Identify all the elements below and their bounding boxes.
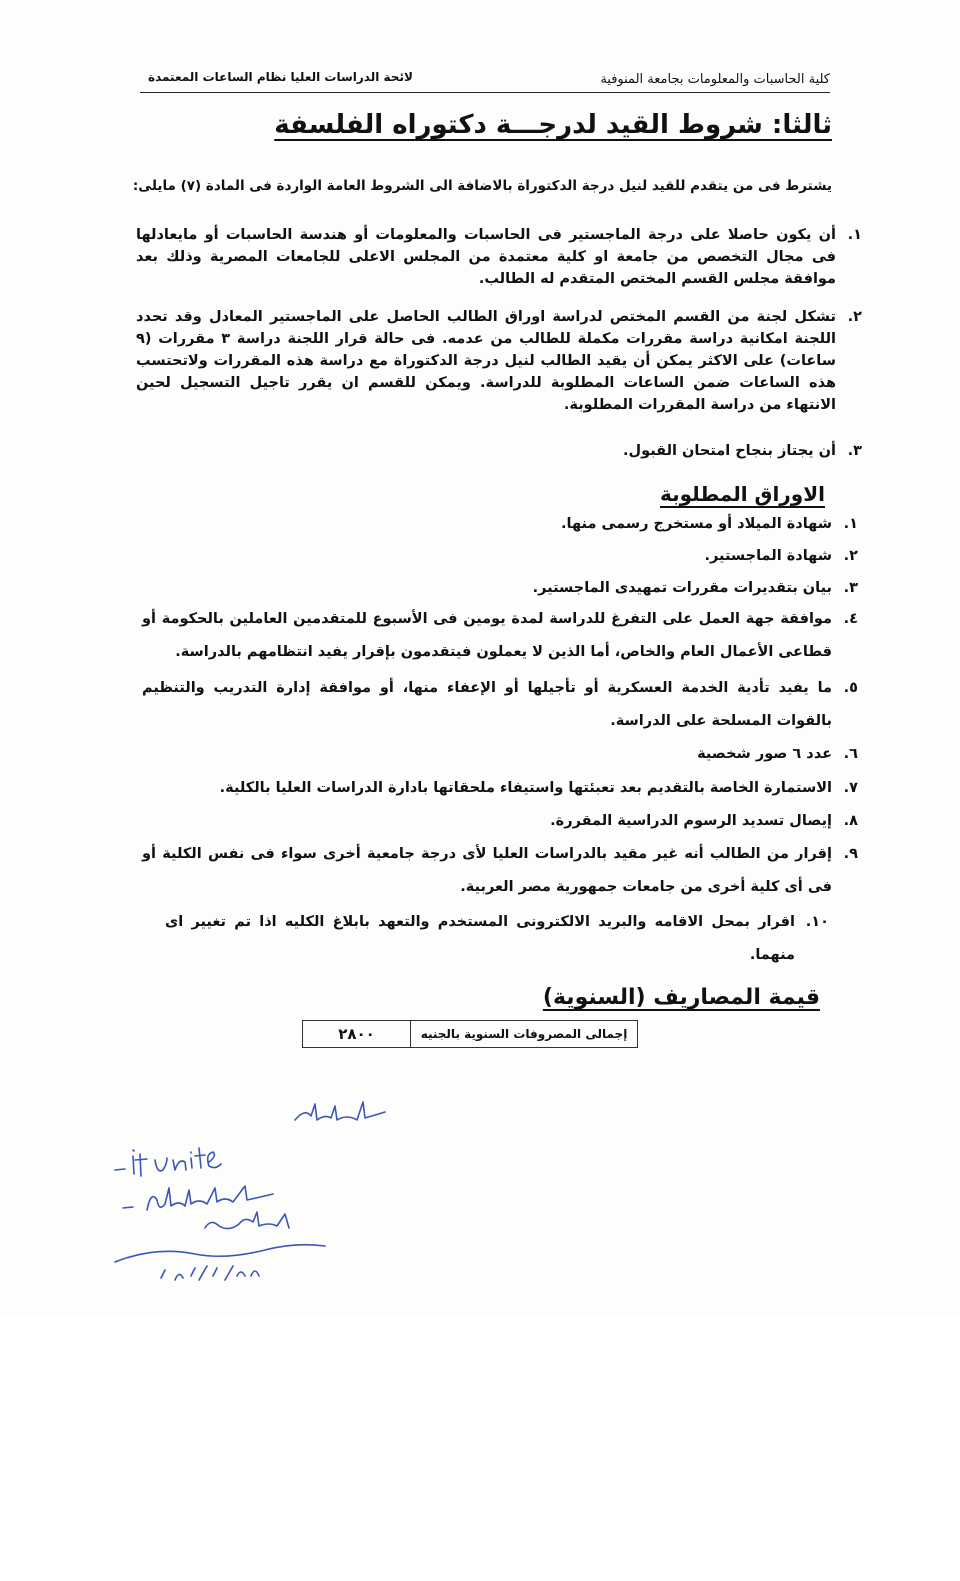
document-item <box>142 540 858 573</box>
handwritten-signature <box>95 1090 415 1290</box>
condition-number: ١. <box>847 227 862 243</box>
page-title: ثالثا: شروط القيد لدرجـــة دكتوراه الفلسفة <box>274 110 832 140</box>
document-item <box>142 772 858 805</box>
blank-area <box>0 1315 960 1581</box>
document-item <box>142 603 858 669</box>
document-item <box>142 572 858 605</box>
document-text: عدد ٦ صور شخصية <box>697 746 832 762</box>
document-item <box>142 672 858 738</box>
fees-label-cell: إجمالى المصروفات السنوية بالجنيه <box>410 1021 637 1047</box>
intro-text: يشترط فى من يتقدم للقيد لنيل درجة الدكتوراة بالاضافة الى الشروط العامة الواردة فى المادة (٧) مايلى: <box>132 178 832 194</box>
document-text: ما يفيد تأدية الخدمة العسكرية أو تأجيلها أو الإعفاء منها، أو موافقة إدارة التدريب والتنظيم بالقوات المسلحة على الدراسة. <box>142 680 832 729</box>
document-item <box>142 508 858 541</box>
fees-table <box>302 1020 638 1048</box>
document-number: ١. <box>843 516 858 532</box>
document-text: إقرار من الطالب أنه غير مقيد بالدراسات العليا لأى درجة جامعية أخرى سواء فى نفس الكلية أو فى أى كلية أخرى من جامعات جمهورية مصر العربية. <box>142 846 832 895</box>
document-number: ٨. <box>843 813 858 829</box>
document-number: ٢. <box>843 548 858 564</box>
document-text: اقرار بمحل الاقامه والبريد الالكترونى المستخدم والتعهد بابلاغ الكليه اذا تم تغيير اى منهما. <box>165 914 795 963</box>
document-item <box>142 738 858 771</box>
document-text: شهادة الميلاد أو مستخرج رسمى منها. <box>561 516 832 532</box>
header-regulation: لائحة الدراسات العليا نظام الساعات المعتمدة <box>148 70 413 84</box>
document-text: موافقة جهة العمل على التفرغ للدراسة لمدة يومين فى الأسبوع للمتقدمين العاملين بالحكومة أو قطاعى الأعمال العام والخاص، أما الذين لا يعملون فيتقدمون بإقرار يفيد انتظامهم بالدراسة. <box>142 611 832 660</box>
condition-item <box>136 440 862 462</box>
document-number: ٦. <box>843 746 858 762</box>
document-number: ٥. <box>843 680 858 696</box>
header-faculty: كلية الحاسبات والمعلومات بجامعة المنوفية <box>600 72 830 87</box>
document-text: شهادة الماجستير. <box>704 548 832 564</box>
condition-text: تشكل لجنة من القسم المختص لدراسة اوراق الطالب الحاصل على الماجستير المعادل وقد تحدد اللجنة امكانية دراسة مقررات مكملة للطالب من عدمه. فى حالة قرار اللجنة دراسة ٣ مقررات (٩ ساعات) على الاكثر يمكن أن يقيد الطالب لنيل درجة الدكتوراة مع دراسة هذه المقررات ولاتحتسب هذه الساعات ضمن الساعات المطلوبة للدراسة. ويمكن للقسم ان يقرر تاجيل التسجيل لحين الانتهاء من دراسة المقررات المطلوبة. <box>136 309 836 413</box>
document-number: ٤. <box>843 611 858 627</box>
condition-text: أن يكون حاصلا على درجة الماجستير فى الحاسبات والمعلومات أو هندسة الحاسبات أو مايعادلها فى مجال التخصص من جامعة او كلية معتمدة من المجلس الاعلى للجامعات المصرية وذلك بعد موافقة مجلس القسم المختص المتقدم له الطالب. <box>136 227 836 287</box>
document-number: ١٠. <box>805 914 829 930</box>
condition-item <box>136 306 862 416</box>
document-text: إيصال تسديد الرسوم الدراسية المقررة. <box>550 813 832 829</box>
condition-item <box>136 224 862 290</box>
document-text: الاستمارة الخاصة بالتقديم بعد تعبئتها واستيفاء ملحقاتها بادارة الدراسات العليا بالكلية. <box>219 780 832 796</box>
document-item <box>142 838 858 904</box>
condition-number: ٢. <box>847 309 862 325</box>
page-header <box>140 68 830 93</box>
condition-text: أن يجتاز بنجاح امتحان القبول. <box>623 443 836 459</box>
document-item <box>142 805 858 838</box>
documents-heading: الاوراق المطلوبة <box>660 482 825 506</box>
document-number: ٧. <box>843 780 858 796</box>
fees-heading: قيمة المصاريف (السنوية) <box>542 985 820 1010</box>
condition-number: ٣. <box>847 443 862 459</box>
document-item <box>165 906 829 972</box>
document-number: ٣. <box>843 580 858 596</box>
fees-value-cell: ٢٨٠٠ <box>338 1025 375 1043</box>
document-number: ٩. <box>843 846 858 862</box>
document-text: بيان بتقديرات مقررات تمهيدى الماجستير. <box>532 580 832 596</box>
